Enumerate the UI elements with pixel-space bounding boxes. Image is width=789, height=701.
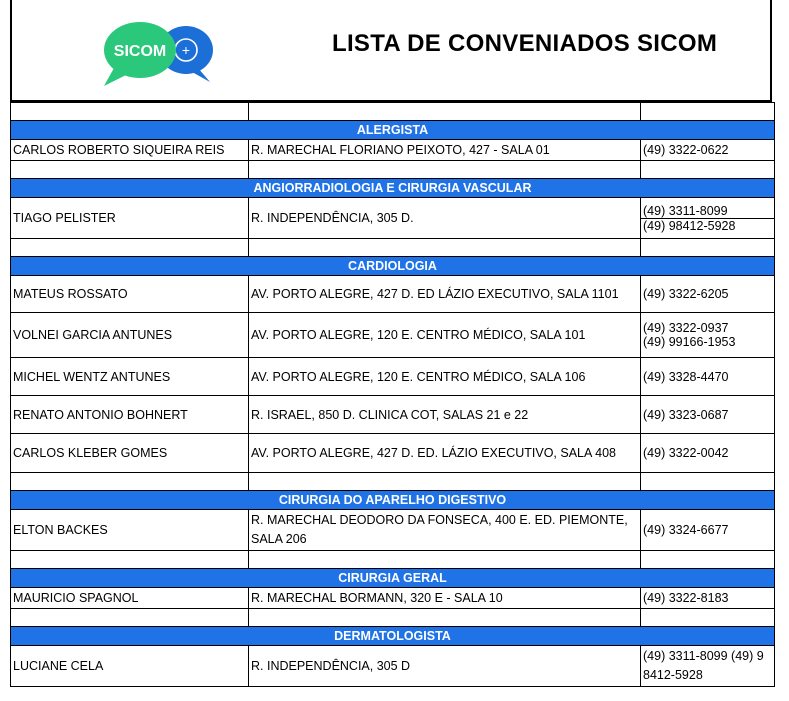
empty-cell (249, 473, 641, 491)
address: AV. PORTO ALEGRE, 427 D. ED. LÁZIO EXECUTIVO, SALA 408 (249, 434, 641, 473)
phone-number: (49) 3322-8183 (643, 591, 729, 605)
phone-cell (641, 276, 775, 313)
section-header-row (11, 179, 775, 198)
empty-cell (249, 239, 641, 257)
empty-cell (641, 473, 775, 491)
phone-cell (641, 588, 775, 609)
empty-cell (11, 551, 249, 569)
phone-number: (49) 3323-0687 (643, 407, 729, 422)
spacer-row (11, 239, 775, 257)
doctor-name: CARLOS KLEBER GOMES (11, 434, 249, 473)
doctor-name: LUCIANE CELA (11, 646, 249, 687)
empty-cell (641, 161, 775, 179)
address: R. MARECHAL DEODORO DA FONSECA, 400 E. ED. PIEMONTE, SALA 206 (249, 510, 641, 551)
empty-cell (641, 609, 775, 627)
doctor-name: MATEUS ROSSATO (11, 276, 249, 313)
sicom-logo (92, 18, 217, 92)
phone-cell (641, 396, 775, 434)
table-row (11, 396, 775, 434)
table-row (11, 313, 775, 358)
phone-number: (49) 99166-1953 (643, 335, 736, 349)
empty-cell (641, 551, 775, 569)
spacer-row (11, 473, 775, 491)
doctor-name: TIAGO PELISTER (11, 198, 249, 239)
empty-cell (249, 103, 641, 121)
phone-cell (641, 140, 775, 161)
table-row (11, 434, 775, 473)
table-row (11, 510, 775, 551)
phone-number: (49) 3322-6205 (643, 287, 729, 301)
section-title: CIRURGIA DO APARELHO DIGESTIVO (11, 491, 775, 510)
address: R. MARECHAL BORMANN, 320 E - SALA 10 (249, 588, 641, 609)
doctor-name: ELTON BACKES (11, 510, 249, 551)
phone-cell (641, 313, 775, 358)
phone-cell (641, 510, 775, 551)
section-title: CIRURGIA GERAL (11, 569, 775, 588)
page-title: LISTA DE CONVENIADOS SICOM (332, 30, 718, 57)
table-row (11, 646, 775, 687)
empty-cell (249, 609, 641, 627)
phone-cell (641, 434, 775, 473)
phone-number: (49) 3328-4470 (643, 369, 729, 384)
phone-number: (49) 3324-6677 (643, 523, 729, 537)
section-title: DERMATOLOGISTA (11, 627, 775, 646)
spacer-row (11, 551, 775, 569)
address: AV. PORTO ALEGRE, 120 E. CENTRO MÉDICO, SALA 106 (249, 358, 641, 396)
doctor-name: VOLNEI GARCIA ANTUNES (11, 313, 249, 358)
table-row (11, 358, 775, 396)
phone-cell (641, 358, 775, 396)
document-header (10, 0, 772, 102)
section-header-row (11, 121, 775, 140)
empty-cell (11, 473, 249, 491)
address: R. MARECHAL FLORIANO PEIXOTO, 427 - SALA 01 (249, 140, 641, 161)
phone-cell (641, 646, 775, 687)
doctor-name: CARLOS ROBERTO SIQUEIRA REIS (11, 140, 249, 161)
section-title: ALERGISTA (11, 121, 775, 140)
empty-cell (11, 161, 249, 179)
section-header-row (11, 627, 775, 646)
address: R. INDEPENDÊNCIA, 305 D. (249, 198, 641, 239)
section-header-row (11, 491, 775, 510)
empty-cell (249, 551, 641, 569)
empty-cell (11, 239, 249, 257)
conveniados-table (10, 102, 775, 687)
phone-cell (641, 198, 775, 239)
table-row (11, 140, 775, 161)
doctor-name: MAURICIO SPAGNOL (11, 588, 249, 609)
section-header-row (11, 257, 775, 276)
spacer-row (11, 609, 775, 627)
doctor-name: RENATO ANTONIO BOHNERT (11, 396, 249, 434)
address: AV. PORTO ALEGRE, 427 D. ED LÁZIO EXECUTIVO, SALA 1101 (249, 276, 641, 313)
spacer-row (11, 161, 775, 179)
empty-cell (249, 161, 641, 179)
section-title: CARDIOLOGIA (11, 257, 775, 276)
phone-number: (49) 3322-0937 (643, 321, 729, 335)
table-row (11, 588, 775, 609)
section-header-row (11, 569, 775, 588)
address: AV. PORTO ALEGRE, 120 E. CENTRO MÉDICO, SALA 101 (249, 313, 641, 358)
address: R. INDEPENDÊNCIA, 305 D (249, 646, 641, 687)
table-row (11, 276, 775, 313)
spacer-row (11, 103, 775, 121)
phone-number: (49) 3322-0622 (643, 143, 729, 157)
empty-cell (11, 609, 249, 627)
logo-plus-text: + (181, 42, 191, 58)
phone-number: (49) 3311-8099 (641, 204, 774, 219)
address: R. ISRAEL, 850 D. CLINICA COT, SALAS 21 e 22 (249, 396, 641, 434)
table-row (11, 198, 775, 239)
doctor-name: MICHEL WENTZ ANTUNES (11, 358, 249, 396)
logo-text: SICOM (113, 43, 167, 60)
phone-number: (49) 98412-5928 (643, 218, 736, 233)
phone-number: (49) 3311-8099 (49) 9 8412-5928 (643, 649, 764, 682)
empty-cell (641, 103, 775, 121)
phone-number: (49) 3322-0042 (643, 446, 729, 460)
empty-cell (11, 103, 249, 121)
section-title: ANGIORRADIOLOGIA E CIRURGIA VASCULAR (11, 179, 775, 198)
empty-cell (641, 239, 775, 257)
